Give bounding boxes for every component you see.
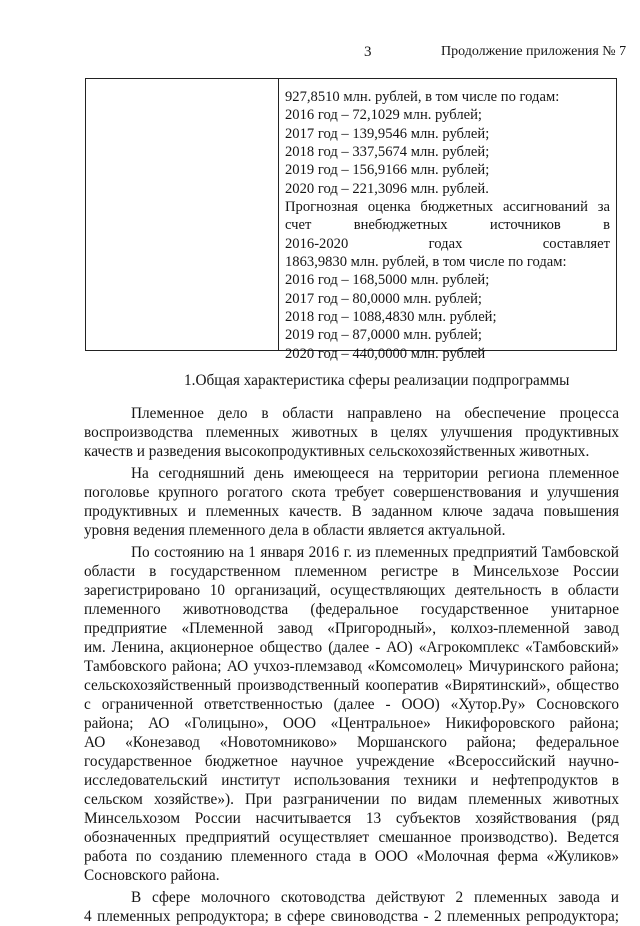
text-line: зарегистрировано 10 организаций, осуществляющих деятельность в области bbox=[84, 582, 619, 599]
paragraph bbox=[84, 888, 619, 926]
table-line: 2016 год – 168,5000 млн. рублей; bbox=[285, 272, 490, 289]
table-line: 927,8510 млн. рублей, в том числе по годам: bbox=[285, 89, 560, 105]
table-line: Прогнозная оценка бюджетных ассигнований за bbox=[285, 199, 610, 216]
page-number: 3 bbox=[364, 44, 372, 60]
body-text bbox=[84, 404, 619, 926]
text-line: государственное бюджетное научное учреждение «Всероссийский научно- bbox=[84, 753, 619, 770]
text-line: предприятие «Племенной завод «Пригородный», колхоз-племенной завод bbox=[84, 620, 619, 637]
table-column-divider bbox=[278, 79, 279, 350]
section-heading: 1.Общая характеристика сферы реализации подпрограммы bbox=[184, 372, 570, 389]
table-line: 2018 год – 1088,4830 млн. рублей; bbox=[285, 309, 497, 326]
text-line: По состоянию на 1 января 2016 г. из племенных предприятий Тамбовской bbox=[131, 544, 619, 561]
text-line: На сегодняшний день имеющееся на территории региона племенное bbox=[131, 465, 619, 482]
text-line: 4 племенных репродуктора; в сфере свиноводства - 2 племенных репродуктора; bbox=[84, 908, 619, 925]
text-line: племенного животноводства (федеральное государственное унитарное bbox=[84, 601, 619, 618]
table-line: 2019 год – 156,9166 млн. рублей; bbox=[285, 162, 490, 179]
table-line: 2020 год – 440,0000 млн. рублей bbox=[285, 345, 486, 362]
table-line: 1863,9830 млн. рублей, в том числе по годам: bbox=[285, 254, 567, 271]
text-line: им. Ленина, акционерное общество (далее - АО) «Агрокомплекс «Тамбовский» bbox=[84, 639, 619, 656]
text-line: качеств и разведения высокопродуктивных сельскохозяйственных животных. bbox=[84, 443, 590, 460]
table-line: 2016 год – 72,1029 млн. рублей; bbox=[285, 107, 482, 124]
text-line: продуктивных и племенных качеств. В заданном ключе задача повышения bbox=[84, 503, 619, 520]
text-line: Минсельхозом России насчитывается 13 субъектов хозяйствования (ряд bbox=[84, 810, 619, 827]
table-line: 2017 год – 139,9546 млн. рублей; bbox=[285, 125, 490, 142]
table-line: 2016-2020 годах составляет bbox=[285, 235, 610, 252]
text-line: сельском хозяйстве»). При разграничении по видам племенных животных bbox=[84, 791, 619, 808]
text-line: уровня ведения племенного дела в области является актуальной. bbox=[84, 522, 506, 539]
text-line: работа по созданию племенного стада в ООО «Молочная ферма «Жуликов» bbox=[84, 848, 619, 865]
table-line: 2017 год – 80,0000 млн. рублей; bbox=[285, 290, 482, 307]
paragraph bbox=[84, 404, 619, 461]
table-line: 2018 год – 337,5674 млн. рублей; bbox=[285, 144, 490, 161]
budget-table bbox=[85, 78, 617, 362]
text-line: сельскохозяйственный производственный кооператив «Вирятинский», общество bbox=[84, 677, 619, 694]
text-line: поголовье крупного рогатого скота требует совершенствования и улучшения bbox=[84, 484, 619, 501]
text-line: Тамбовского района; АО учхоз-племзавод «Комсомолец» Мичуринского района; bbox=[84, 658, 619, 675]
text-line: В сфере молочного скотоводства действуют 2 племенных завода и bbox=[131, 889, 619, 906]
appendix-continuation-note: Продолжение приложения № 7 bbox=[441, 44, 627, 59]
table-line: счет внебюджетных источников в bbox=[285, 217, 610, 234]
text-line: Племенное дело в области направлено на обеспечение процесса bbox=[131, 405, 619, 422]
text-line: Сосновского района. bbox=[84, 867, 220, 884]
text-line: обозначенных предприятий осуществляет смешанное производство). Ведется bbox=[84, 829, 619, 846]
text-line: с ограниченной ответственностью (далее - ООО) «Хутор.Ру» Сосновского bbox=[84, 696, 619, 713]
text-line: области в государственном племенном регистре в Минсельхозе России bbox=[84, 563, 619, 580]
text-line: воспроизводства племенных животных в целях улучшения продуктивных bbox=[84, 424, 619, 441]
text-line: АО «Конезавод «Новотомниково» Моршанского района; федеральное bbox=[84, 734, 619, 751]
table-cell-funding bbox=[285, 88, 610, 363]
table-line: 2019 год – 87,0000 млн. рублей; bbox=[285, 327, 482, 344]
text-line: района; АО «Голицыно», ООО «Центральное» Никифоровского района; bbox=[84, 715, 619, 732]
table-line: 2020 год – 221,3096 млн. рублей. bbox=[285, 180, 489, 197]
paragraph bbox=[84, 464, 619, 540]
paragraph bbox=[84, 543, 619, 885]
text-line: исследовательский институт использования техники и нефтепродуктов в bbox=[84, 772, 619, 789]
